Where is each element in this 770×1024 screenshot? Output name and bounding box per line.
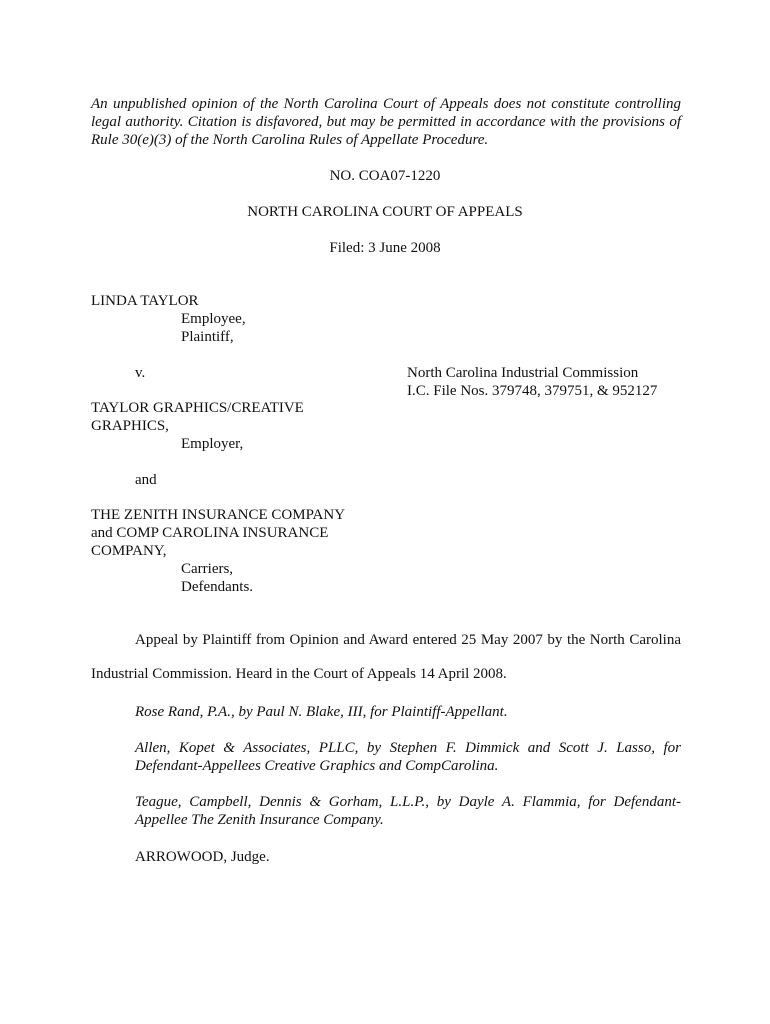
defendant-counsel-line: Defendant-Appellees Creative Graphics and CompCarolina. — [135, 758, 499, 774]
authoring-judge: ARROWOOD, Judge. — [135, 849, 270, 865]
file-numbers: I.C. File Nos. 379748, 379751, & 952127 — [407, 383, 658, 399]
commission-name: North Carolina Industrial Commission — [407, 365, 639, 381]
versus: v. — [135, 365, 146, 381]
carrier-role: Defendants. — [181, 579, 254, 595]
plaintiff-name: LINDA TAYLOR — [91, 293, 199, 309]
carrier-name: COMPANY, — [91, 543, 167, 559]
plaintiff-counsel: Rose Rand, P.A., by Paul N. Blake, III, for Plaintiff-Appellant. — [135, 704, 508, 720]
defendant-counsel-line: Appellee The Zenith Insurance Company. — [135, 812, 384, 828]
court-name: NORTH CAROLINA COURT OF APPEALS — [247, 204, 523, 220]
appeal-line: Appeal by Plaintiff from Opinion and Award entered 25 May 2007 by the North Carolina — [135, 632, 681, 648]
filed-date: Filed: 3 June 2008 — [329, 240, 441, 256]
carrier-role: Carriers, — [181, 561, 234, 577]
defendant-counsel-line: Allen, Kopet & Associates, PLLC, by Stephen F. Dimmick and Scott J. Lasso, for — [135, 740, 681, 756]
carrier-name: THE ZENITH INSURANCE COMPANY — [91, 507, 346, 523]
plaintiff-role: Plaintiff, — [181, 329, 234, 345]
case-number: NO. COA07-1220 — [329, 168, 441, 184]
plaintiff-role: Employee, — [181, 311, 246, 327]
notice-line: legal authority. Citation is disfavored, but may be permitted in accordance with the provisions of — [91, 114, 681, 130]
defendant-counsel-line: Teague, Campbell, Dennis & Gorham, L.L.P., by Dayle A. Flammia, for Defendant- — [135, 794, 681, 810]
appeal-line: Industrial Commission. Heard in the Court of Appeals 14 April 2008. — [91, 666, 507, 682]
employer-role: Employer, — [181, 436, 244, 452]
conjunction: and — [135, 472, 157, 488]
employer-name: GRAPHICS, — [91, 418, 169, 434]
notice-line: An unpublished opinion of the North Carolina Court of Appeals does not constitute controlling — [91, 96, 681, 112]
employer-name: TAYLOR GRAPHICS/CREATIVE — [91, 400, 304, 416]
notice-line: Rule 30(e)(3) of the North Carolina Rules of Appellate Procedure. — [91, 132, 489, 148]
carrier-name: and COMP CAROLINA INSURANCE — [91, 525, 329, 541]
